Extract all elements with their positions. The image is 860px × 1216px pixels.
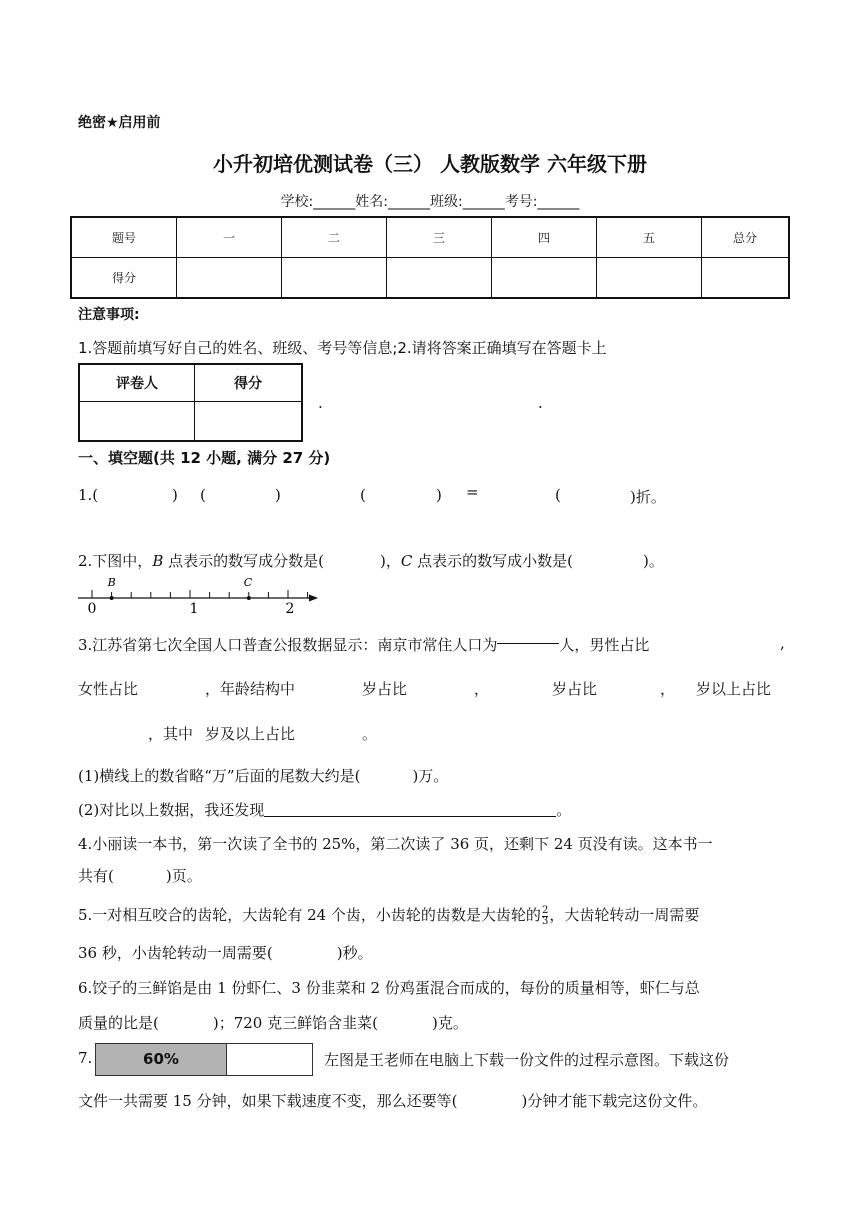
q3-blank[interactable] xyxy=(497,643,559,644)
q3-text: 岁及以上占比 xyxy=(205,725,296,743)
confidential-label: 绝密★启用前 xyxy=(78,115,161,131)
question-5-line-1 xyxy=(78,904,699,927)
q7-text: 文件一共需要 15 分钟，如果下载速度不变，那么还要等( xyxy=(78,1092,458,1110)
q5-text: 5.一对相互咬合的齿轮，大齿轮有 24 个齿，小齿轮的齿数是大齿轮的 xyxy=(78,906,541,924)
number-line-ticks xyxy=(92,590,308,598)
q3-text: ，年龄结构中 xyxy=(205,680,296,698)
q2-text: 点表示的数写成小数是( xyxy=(417,552,573,570)
question-4-line-1: 4.小丽读一本书，第一次读了全书的 25%，第二次读了 36 页，还剩下 24 页没有读。这本书一 xyxy=(78,835,713,853)
q3-text: 女性占比 xyxy=(78,680,139,698)
q3-text: 岁占比 xyxy=(362,680,408,698)
point-c-label: C xyxy=(243,576,253,589)
q4-text: 共有( xyxy=(78,867,114,885)
tick-label-0: 0 xyxy=(87,601,97,616)
q2-text: 点表示的数写成分数是( xyxy=(168,552,324,570)
question-3-line-1 xyxy=(78,634,649,655)
score-table-header-row xyxy=(71,217,789,258)
q3-text: (2)对比以上数据，我还发现 xyxy=(78,801,265,819)
score-table xyxy=(70,216,790,299)
question-1-part: ( xyxy=(555,486,561,504)
grader-entry-cell[interactable] xyxy=(79,402,195,442)
score-table-cell: 二 xyxy=(282,217,387,258)
q4-text: )页。 xyxy=(165,867,202,885)
score-table-cell: 总分 xyxy=(702,217,790,258)
point-b xyxy=(110,596,114,600)
tick-label-1: 1 xyxy=(189,601,199,616)
question-2 xyxy=(78,550,664,571)
score-table-cell: 一 xyxy=(177,217,282,258)
q6-text: 质量的比是( xyxy=(78,1014,159,1032)
score-table-cell: 得分 xyxy=(71,258,177,299)
q3-text: ， xyxy=(660,680,676,698)
fraction xyxy=(542,906,548,927)
point-b-label: B xyxy=(107,576,116,589)
q3-sub-2 xyxy=(78,799,571,820)
q2-var-b: B xyxy=(152,552,164,570)
question-7-line-2 xyxy=(78,1090,707,1111)
q3-sub-1 xyxy=(78,765,448,786)
grader-table xyxy=(78,363,303,442)
section-title: 一、填空题(共 12 小题, 满分 27 分) xyxy=(78,449,331,467)
q3-text: 。 xyxy=(362,725,378,743)
question-1-part: ( xyxy=(360,486,366,504)
notes-title: 注意事项: xyxy=(78,307,140,323)
question-1-part: 1.( xyxy=(78,486,99,504)
question-6-line-2 xyxy=(78,1012,468,1033)
q3-text: )万。 xyxy=(412,767,449,785)
notes-text: 1.答题前填写好自己的姓名、班级、考号等信息;2.请将答案正确填写在答题卡上 xyxy=(78,339,607,357)
grader-entry-cell[interactable] xyxy=(195,402,303,442)
q2-text: )。 xyxy=(642,552,664,570)
exam-title: 小升初培优测试卷（三） 人教版数学 六年级下册 xyxy=(213,152,647,176)
q2-text: )， xyxy=(379,552,401,570)
q7-text: )分钟才能下载完这份文件。 xyxy=(521,1092,708,1110)
stray-dot: . xyxy=(318,394,323,412)
question-7-number: 7. xyxy=(78,1049,93,1067)
q3-text: 人，男性占比 xyxy=(559,636,650,654)
question-6-line-1: 6.饺子的三鲜馅是由 1 份虾仁、3 份韭菜和 2 份鸡蛋混合而成的，每份的质量相等，虾仁与总 xyxy=(78,979,700,997)
score-entry-cell[interactable] xyxy=(387,258,492,299)
q5-text: 36 秒，小齿轮转动一周需要( xyxy=(78,944,273,962)
q5-text: ，大齿轮转动一周需要 xyxy=(549,906,700,924)
equals-sign: = xyxy=(466,483,479,501)
score-entry-cell[interactable] xyxy=(702,258,790,299)
score-entry-cell[interactable] xyxy=(597,258,702,299)
score-table-cell: 三 xyxy=(387,217,492,258)
score-entry-cell[interactable] xyxy=(492,258,597,299)
number-line xyxy=(78,576,328,616)
question-5-line-2 xyxy=(78,942,373,963)
question-1-part: ) xyxy=(436,486,442,504)
score-entry-cell[interactable] xyxy=(282,258,387,299)
q3-text: 岁占比 xyxy=(552,680,598,698)
q6-text: )；720 克三鲜馅含韭菜( xyxy=(212,1014,378,1032)
score-table-cell: 五 xyxy=(597,217,702,258)
q3-comma: , xyxy=(780,634,785,652)
grader-header-cell: 评卷人 xyxy=(79,364,195,402)
q3-text: (1)横线上的数省略“万”后面的尾数大约是( xyxy=(78,767,361,785)
q3-text: ，其中 xyxy=(148,725,194,743)
q6-text: )克。 xyxy=(431,1014,468,1032)
score-table-cell: 四 xyxy=(492,217,597,258)
fraction-numerator: 2 xyxy=(541,904,549,916)
question-4-line-2 xyxy=(78,865,202,886)
score-table-score-row xyxy=(71,258,789,299)
stray-dot: . xyxy=(538,394,543,412)
q3-text: ， xyxy=(474,680,490,698)
download-progress-bar xyxy=(95,1043,313,1076)
q3-answer-line[interactable] xyxy=(264,816,556,817)
question-1-part: ) xyxy=(172,486,178,504)
score-entry-cell[interactable] xyxy=(177,258,282,299)
score-table-cell: 题号 xyxy=(71,217,177,258)
q3-text: 岁以上占比 xyxy=(696,680,772,698)
q3-text: 3.江苏省第七次全国人口普查公报数据显示：南京市常住人口为 xyxy=(78,636,498,654)
q5-text: )秒。 xyxy=(336,944,373,962)
question-7-line-1: 左图是王老师在电脑上下载一份文件的过程示意图。下载这份 xyxy=(324,1051,730,1069)
q3-text: 。 xyxy=(556,801,572,819)
q2-text: 2.下图中， xyxy=(78,552,153,570)
point-c xyxy=(247,596,251,600)
q2-var-c: C xyxy=(400,552,413,570)
tick-label-2: 2 xyxy=(285,601,295,616)
question-1-part: ( xyxy=(200,486,206,504)
question-1-part: ) xyxy=(275,486,281,504)
student-info-line: 学校:______姓名:______班级:______考号:______ xyxy=(280,194,580,210)
progress-label: 60% xyxy=(143,1050,179,1068)
fraction-denominator: 3 xyxy=(541,915,549,927)
question-1-part: )折。 xyxy=(630,488,666,506)
grader-header-cell: 得分 xyxy=(195,364,303,402)
